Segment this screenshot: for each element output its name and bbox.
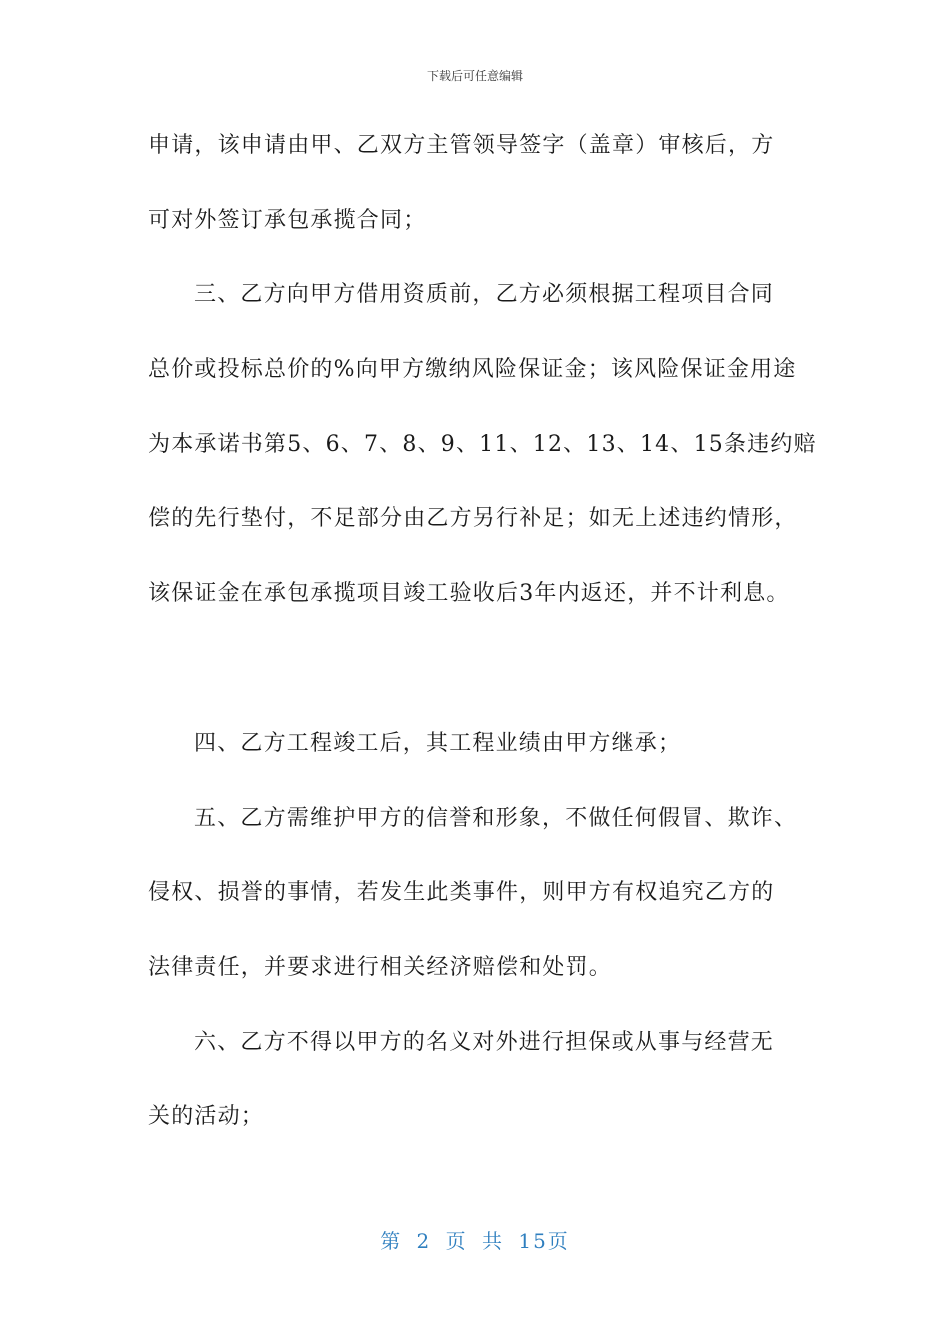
header-note: 下载后可任意编辑 xyxy=(426,69,523,83)
text-line: 偿的先行垫付，不足部分由乙方另行补足；如无上述违约情形， xyxy=(148,506,798,532)
text-line: 侵权、损誉的事情，若发生此类事件，则甲方有权追究乙方的 xyxy=(148,880,775,906)
paragraph-5-line: 五、乙方需维护甲方的信誉和形象，不做任何假冒、欺诈、 xyxy=(194,805,798,831)
body-text xyxy=(148,127,817,1173)
text-line: 为本承诺书第5、6、7、8、9、11、12、13、14、15条违约赔 xyxy=(148,431,817,457)
paragraph-4-line: 四、乙方工程竣工后，其工程业绩由甲方继承； xyxy=(194,730,682,756)
text-line: 可对外签订承包承揽合同； xyxy=(148,207,427,233)
text-line: 关的活动； xyxy=(148,1104,265,1130)
paragraph-6-line: 六、乙方不得以甲方的名义对外进行担保或从事与经营无 xyxy=(194,1029,775,1055)
text-line: 总价或投标总价的%向甲方缴纳风险保证金；该风险保证金用途 xyxy=(148,357,797,383)
paragraph-gap xyxy=(148,650,808,725)
page-number: 第 2 页 共 15页 xyxy=(380,1229,570,1253)
text-line: 申请，该申请由甲、乙双方主管领导签字（盖章）审核后，方 xyxy=(148,133,775,158)
text-line: 该保证金在承包承揽项目竣工验收后3年内返还，并不计利息。 xyxy=(148,581,790,607)
text-line: 法律责任，并要求进行相关经济赔偿和处罚。 xyxy=(148,954,613,980)
paragraph-3-line: 三、乙方向甲方借用资质前，乙方必须根据工程项目合同 xyxy=(194,282,775,308)
